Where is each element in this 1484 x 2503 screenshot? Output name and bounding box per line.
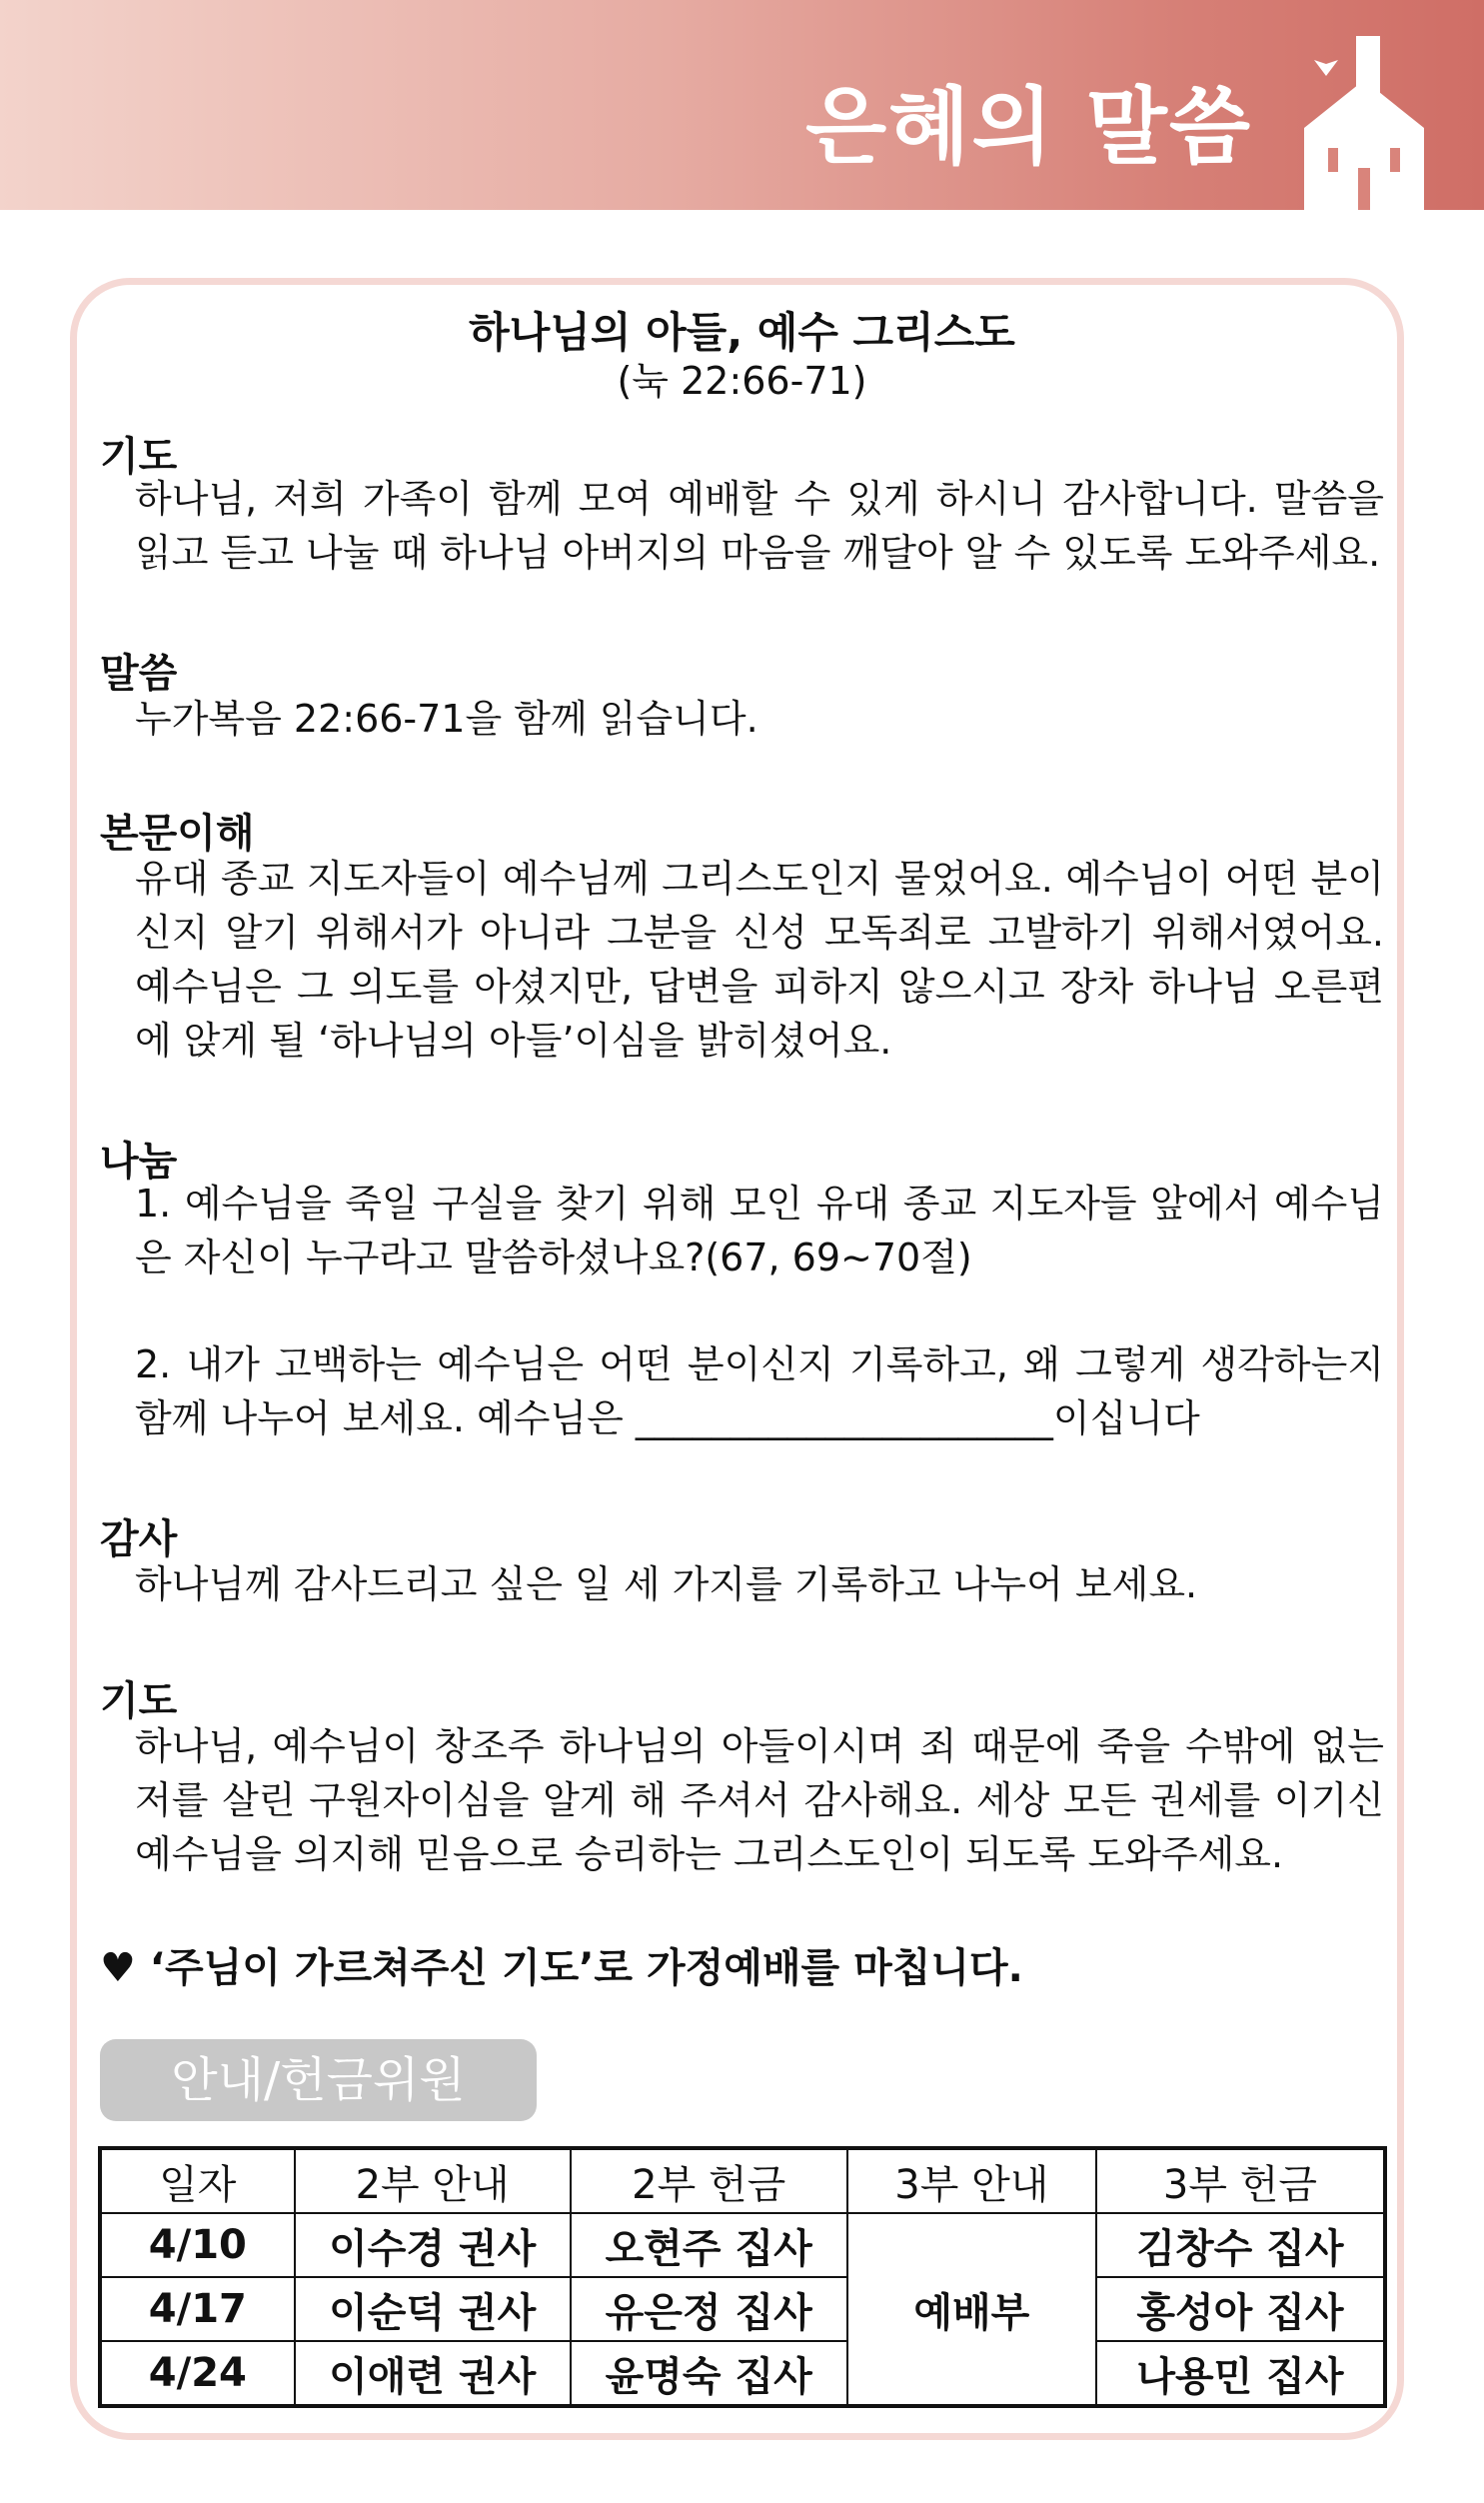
section-heading-prayer: 기도 <box>100 434 178 480</box>
section-heading-word: 말씀 <box>100 651 178 697</box>
cell-date: 4/17 <box>100 2277 295 2341</box>
header-2nd-offering: 2부 헌금 <box>571 2148 847 2213</box>
header-banner <box>0 0 1484 210</box>
header-3rd-offering: 3부 헌금 <box>1096 2148 1385 2213</box>
section-heading-understanding: 본문이해 <box>100 811 255 857</box>
section-text-word: 누가복음 22:66-71을 함께 읽습니다. <box>135 697 758 741</box>
cell-2nd-guide: 이애련 권사 <box>295 2341 571 2406</box>
cell-2nd-offering: 유은정 집사 <box>571 2277 847 2341</box>
table-row <box>100 2341 1385 2406</box>
cell-2nd-offering: 윤명숙 집사 <box>571 2341 847 2406</box>
cell-3rd-offering: 홍성아 집사 <box>1096 2277 1385 2341</box>
cell-3rd-offering: 나용민 집사 <box>1096 2341 1385 2406</box>
header-3rd-guide: 3부 안내 <box>847 2148 1096 2213</box>
cell-2nd-guide: 이순덕 권사 <box>295 2277 571 2341</box>
duty-label: 안내/헌금위원 <box>100 2039 537 2121</box>
table-row <box>100 2277 1385 2341</box>
sharing-question-2: 2. 내가 고백하는 예수님은 어떤 분이신지 기록하고, 왜 그렇게 생각하는지 함께 나누어 보세요. 예수님은 ______________________이십니다 <box>135 1342 1384 1440</box>
section-text-understanding: 유대 종교 지도자들이 예수님께 그리스도인지 물었어요. 예수님이 어떤 분이신지 알기 위해서가 아니라 그분을 신성 모독죄로 고발하기 위해서였어요. 예수님은 그 의도를 아셨지만, 답변을 피하지 않으시고 장차 하나님 오른편에 앉게 될 ‘하나님의 아들’이심을 밝히셨어요. <box>135 857 1384 1063</box>
header-date: 일자 <box>100 2148 295 2213</box>
banner-title: 은혜의 말씀 <box>805 78 1252 176</box>
cell-2nd-offering: 오현주 집사 <box>571 2213 847 2277</box>
cell-3rd-guide-merged: 예배부 <box>847 2213 1096 2406</box>
passage-reference: (눅 22:66-71) <box>617 359 867 403</box>
church-icon <box>1264 18 1464 210</box>
passage-title: 하나님의 아들, 예수 그리스도 <box>469 308 1015 357</box>
section-heading-thanks: 감사 <box>100 1516 178 1562</box>
duty-table <box>98 2146 1387 2408</box>
cell-2nd-guide: 이수경 권사 <box>295 2213 571 2277</box>
closing-note: ♥ ‘주님이 가르쳐주신 기도’로 가정예배를 마칩니다. <box>100 1945 1023 1991</box>
table-header-row <box>100 2148 1385 2213</box>
section-heading-sharing: 나눔 <box>100 1139 178 1185</box>
section-heading-closing-prayer: 기도 <box>100 1678 178 1724</box>
cell-date: 4/10 <box>100 2213 295 2277</box>
section-text-prayer: 하나님, 저희 가족이 함께 모여 예배할 수 있게 하시니 감사합니다. 말씀을 읽고 듣고 나눌 때 하나님 아버지의 마음을 깨달아 알 수 있도록 도와주세요. <box>135 477 1384 575</box>
sharing-question-1: 1. 예수님을 죽일 구실을 찾기 위해 모인 유대 종교 지도자들 앞에서 예수님은 자신이 누구라고 말씀하셨나요?(67, 69~70절) <box>135 1182 1384 1279</box>
section-text-closing-prayer: 하나님, 예수님이 창조주 하나님의 아들이시며 죄 때문에 죽을 수밖에 없는 저를 살린 구원자이심을 알게 해 주셔서 감사해요. 세상 모든 권세를 이기신 예수님을 의지해 믿음으로 승리하는 그리스도인이 되도록 도와주세요. <box>135 1724 1384 1876</box>
cell-3rd-offering: 김창수 집사 <box>1096 2213 1385 2277</box>
section-text-thanks: 하나님께 감사드리고 싶은 일 세 가지를 기록하고 나누어 보세요. <box>135 1562 1198 1606</box>
cell-date: 4/24 <box>100 2341 295 2406</box>
table-row <box>100 2213 1385 2277</box>
header-2nd-guide: 2부 안내 <box>295 2148 571 2213</box>
